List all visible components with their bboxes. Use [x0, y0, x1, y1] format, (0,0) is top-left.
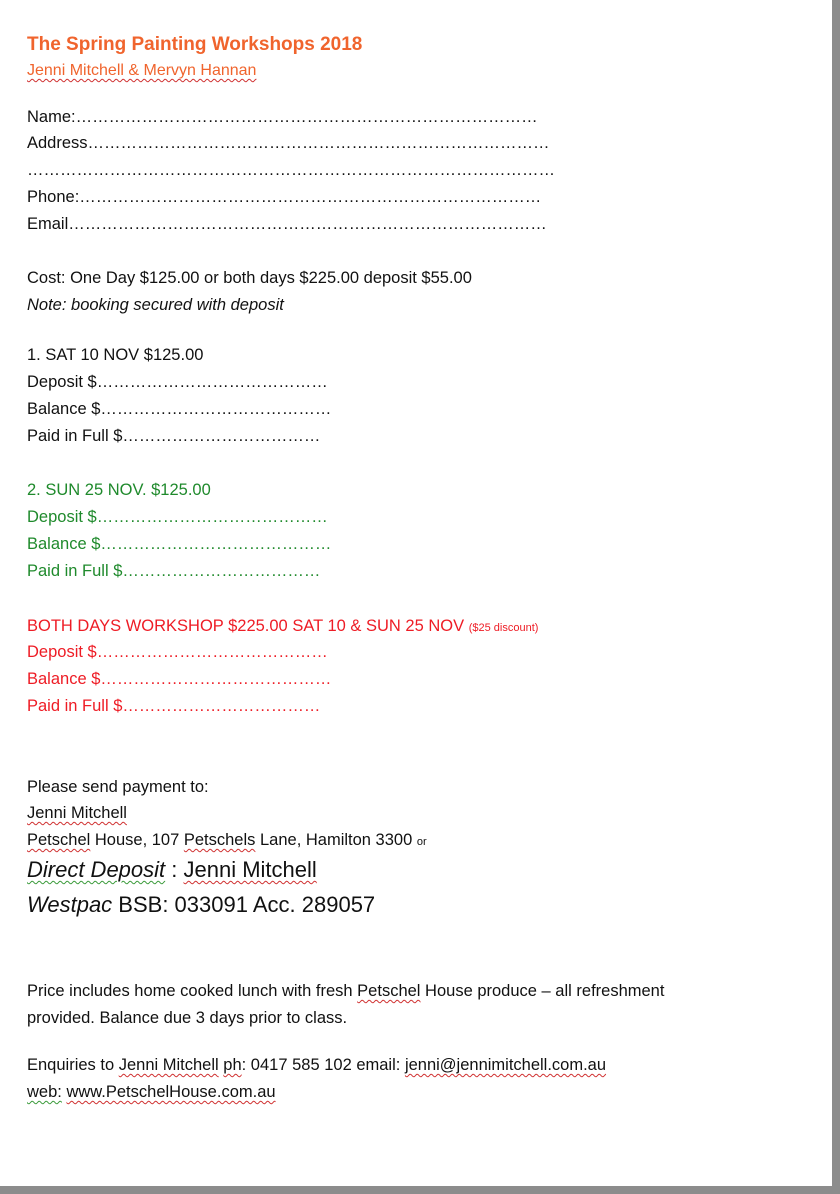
direct-deposit-name: Jenni Mitchell	[183, 857, 317, 882]
both-days-heading-text: BOTH DAYS WORKSHOP $225.00 SAT 10 & SUN 25 NOV	[27, 617, 465, 635]
both-days-heading	[27, 616, 538, 638]
direct-deposit-sep: :	[165, 857, 184, 882]
day2-balance-line: Balance $……………………………………	[27, 535, 332, 553]
cost-note: Note: booking secured with deposit	[27, 296, 284, 314]
email-field-line: Email……………………………………………………………………………	[27, 215, 547, 233]
cost-line: Cost: One Day $125.00 or both days $225.00 deposit $55.00	[27, 269, 472, 287]
enquiries-ph: ph	[223, 1056, 242, 1074]
day2-deposit-line: Deposit $……………………………………	[27, 508, 328, 526]
day1-paid-line: Paid in Full $………………………………	[27, 427, 321, 445]
day2-paid-line: Paid in Full $………………………………	[27, 562, 321, 580]
day1-heading: 1. SAT 10 NOV $125.00	[27, 346, 204, 364]
day2-heading: 2. SUN 25 NOV. $125.00	[27, 481, 211, 499]
price-info-a: Price includes home cooked lunch with fresh	[27, 982, 358, 1000]
web-url-link[interactable]: www.PetschelHouse.com.au	[66, 1083, 276, 1101]
enquiries-name: Jenni Mitchell	[118, 1056, 219, 1074]
both-paid-line: Paid in Full $………………………………	[27, 697, 321, 715]
enquiries-phone: : 0417 585 102 email:	[241, 1056, 405, 1074]
enquiries-email-link[interactable]: jenni@jennimitchell.com.au	[404, 1056, 607, 1074]
address-word-petschel: Petschel	[27, 831, 91, 849]
payment-intro: Please send payment to:	[27, 778, 209, 796]
address-continuation-line: ……………………………………………………………………………………	[27, 161, 555, 179]
payee-name	[27, 803, 127, 823]
document-subtitle	[27, 61, 256, 81]
or-word: or	[416, 836, 427, 848]
address-word-petschels: Petschels	[183, 831, 256, 849]
both-deposit-line: Deposit $……………………………………	[27, 643, 328, 661]
price-info-line-1	[27, 981, 664, 1001]
price-info-c: House produce – all refreshment	[420, 982, 665, 1000]
address-part: House, 107	[90, 831, 184, 849]
web-label: web:	[27, 1083, 62, 1101]
phone-field-line: Phone:…………………………………………………………………………	[27, 188, 542, 206]
payee-name-text: Jenni Mitchell	[27, 804, 127, 822]
enquiries-line	[27, 1055, 606, 1075]
bank-details-line	[27, 892, 375, 918]
payment-address	[27, 830, 427, 852]
web-line	[27, 1082, 276, 1102]
both-balance-line: Balance $……………………………………	[27, 670, 332, 688]
document-title: The Spring Painting Workshops 2018	[27, 34, 363, 55]
enquiries-a: Enquiries to	[27, 1056, 119, 1074]
day1-balance-line: Balance $……………………………………	[27, 400, 332, 418]
direct-deposit-line	[27, 857, 317, 883]
discount-note: ($25 discount)	[468, 622, 539, 634]
bank-account-details: BSB: 033091 Acc. 289057	[112, 892, 376, 917]
direct-deposit-label: Direct Deposit	[27, 857, 166, 882]
price-info-line-2: provided. Balance due 3 days prior to class.	[27, 1009, 348, 1027]
name-field-line: Name:…………………………………………………………………………	[27, 108, 538, 126]
address-field-line: Address…………………………………………………………………………	[27, 134, 550, 152]
price-info-petschel: Petschel	[357, 982, 421, 1000]
address-part-end: Lane, Hamilton 3300	[255, 831, 413, 849]
subtitle-text: Jenni Mitchell & Mervyn Hannan	[27, 62, 257, 79]
day1-deposit-line: Deposit $……………………………………	[27, 373, 328, 391]
bank-name: Westpac	[27, 892, 113, 917]
